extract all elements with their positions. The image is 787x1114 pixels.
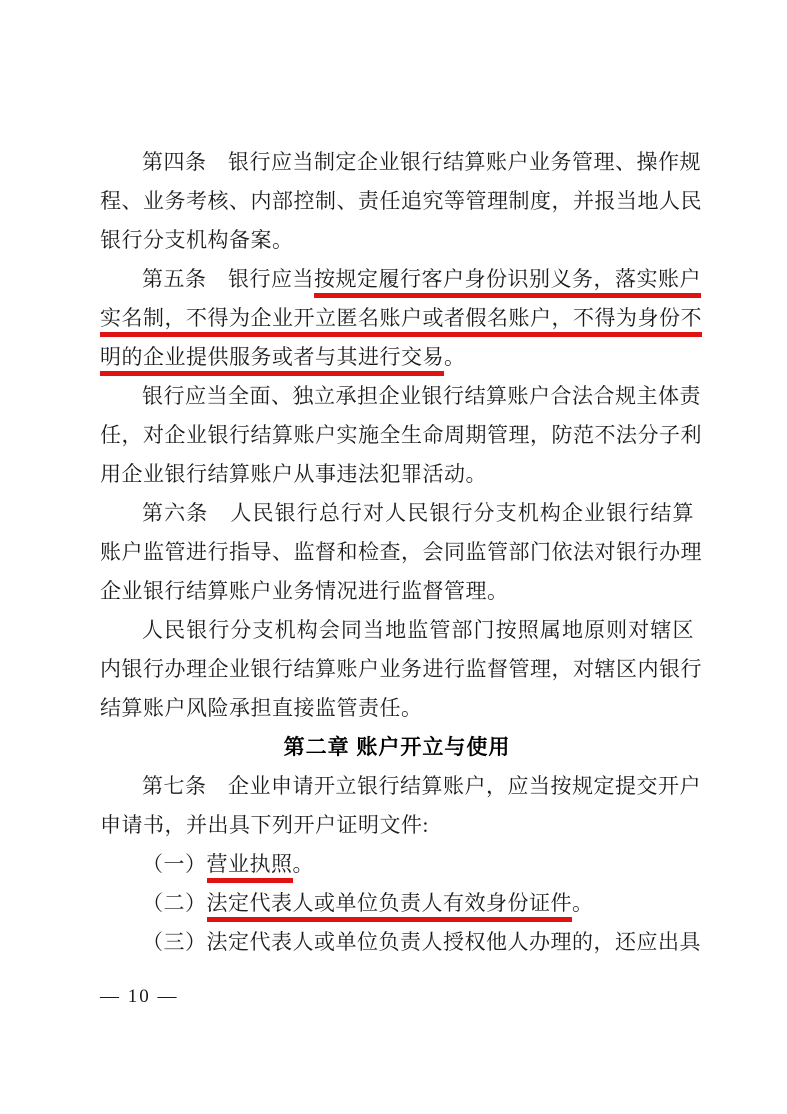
line-text: 第六条 人民银行总行对人民银行分支机构企业银行结算 [142,501,694,525]
line-text: 企业银行结算账户业务情况进行监督管理。 [100,579,509,603]
line-text: 账户监管进行指导、监督和检查，会同监管部门依法对银行办理 [100,540,702,564]
line-text: 人民银行分支机构会同当地监管部门按照属地原则对辖区 [142,618,694,642]
line-text: 。 [444,345,466,369]
red-underlined-text: 营业执照 [207,852,293,883]
doc-line [100,182,702,221]
line-text: 用企业银行结算账户从事违法犯罪活动。 [100,462,487,486]
doc-line [100,494,694,533]
line-text: 任，对企业银行结算账户实施全生命周期管理，防范不法分子利 [100,423,702,447]
red-underlined-text: 法定代表人或单位负责人有效身份证件 [207,891,573,922]
doc-line [100,689,694,728]
doc-line [100,416,702,455]
page-number: — 10 — [100,986,179,1007]
doc-line [100,455,694,494]
doc-line [100,806,694,845]
line-text: 第七条 企业申请开立银行结算账户，应当按规定提交开户 [142,774,701,798]
doc-line [100,299,702,338]
doc-line [100,572,694,611]
line-text: （二） [142,891,207,915]
chapter-heading: 第二章 账户开立与使用 [283,736,511,759]
document-body [100,143,702,962]
doc-line [100,923,701,962]
line-text: 申请书，并出具下列开户证明文件: [100,813,429,837]
doc-line [100,533,702,572]
line-text: 第五条 银行应当 [142,267,314,291]
red-underlined-text: 明的企业提供服务或者与其进行交易 [100,345,444,376]
line-text: 。 [572,891,594,915]
doc-line [100,221,694,260]
line-text: 。 [292,852,314,876]
line-text: 第四条 银行应当制定企业银行结算账户业务管理、操作规 [142,150,701,174]
line-text: 银行分支机构备案。 [100,228,294,252]
red-underlined-text: 按规定履行客户身份识别义务，落实账户 [314,267,701,298]
doc-line [100,338,694,377]
line-text: 内银行办理企业银行结算账户业务进行监督管理，对辖区内银行 [100,657,702,681]
line-text: （三）法定代表人或单位负责人授权他人办理的，还应出具 [142,930,701,954]
doc-line [100,143,701,182]
doc-line [100,611,694,650]
line-text: （一） [142,852,207,876]
red-underlined-text: 实名制，不得为企业开立匿名账户或者假名账户，不得为身份不 [100,306,702,337]
doc-line [100,377,701,416]
doc-line [100,650,702,689]
doc-line [100,884,694,923]
doc-line [100,260,701,299]
line-text: 结算账户风险承担直接监管责任。 [100,696,423,720]
line-text: 银行应当全面、独立承担企业银行结算账户合法合规主体责 [142,384,701,408]
line-text: 程、业务考核、内部控制、责任追究等管理制度，并报当地人民 [100,189,702,213]
doc-line [100,845,694,884]
doc-line [100,767,701,806]
